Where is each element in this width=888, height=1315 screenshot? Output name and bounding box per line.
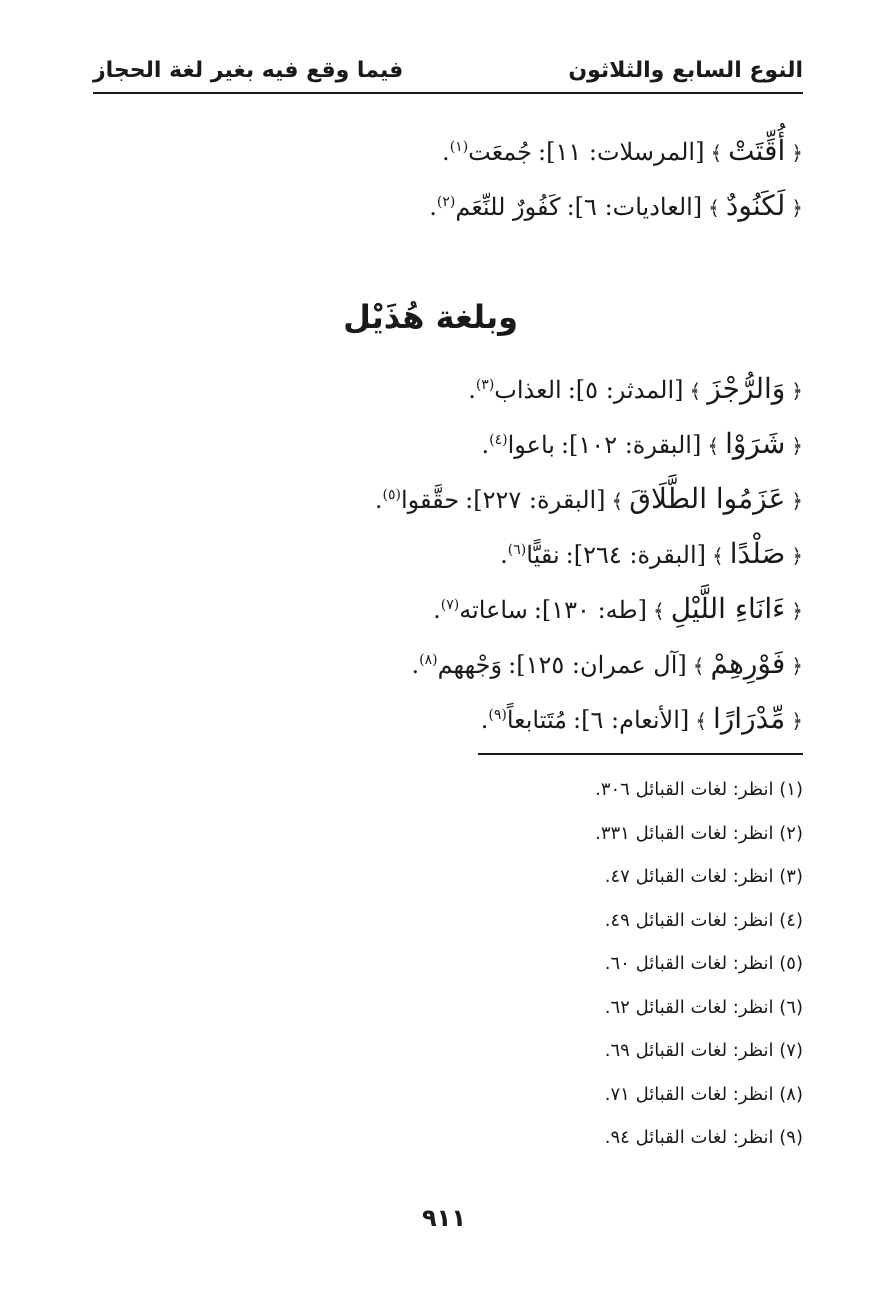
header-chapter-title: النوع السابع والثلاثون [568,57,803,83]
section-heading: وبلغة هُذَيْل [343,298,518,336]
footnote-item: (٥) انظر: لغات القبائل ٦٠. [604,953,803,974]
verse-line [123,633,803,688]
quran-open-bracket: ﴿ [791,654,803,678]
footnote-item: (٦) انظر: لغات القبائل ٦٢. [604,996,803,1018]
verse-line [123,120,803,175]
quran-close-bracket: ﴾ [652,599,665,623]
footnote-marker: (٧) [440,597,460,613]
quran-word: لَكَنُودٌ [725,189,786,222]
verse-reference: [البقرة: ٢٢٧]: [465,486,606,514]
footnote-marker: (٤) [489,432,508,448]
verse-meaning: باعوا$^{(٤)}$. [481,431,555,459]
footnote-marker: (٨) [419,652,438,668]
verse-reference: [المدثر: ٥]: [567,376,684,404]
top-verse-list [123,120,803,230]
footnote-marker: (١) [449,139,469,155]
quran-open-bracket: ﴿ [791,141,803,165]
verse-line [123,358,803,413]
quran-close-bracket: ﴾ [708,196,720,220]
quran-word: ءَانَاءِ اللَّيْلِ [670,592,786,625]
hudhayl-verse-list [123,358,803,743]
quran-open-bracket: ﴿ [791,379,803,403]
verse-reference: [البقرة: ١٠٢]: [560,431,702,459]
footnote-marker: (٥) [382,487,401,503]
verse-reference: [المرسلات: ١١]: [538,138,705,166]
verse-line [123,468,803,523]
quran-open-bracket: ﴿ [791,489,803,513]
verse-meaning: وَجْههم$^{(٨)}$. [411,651,503,679]
verse-reference: [البقرة: ٢٦٤]: [565,541,707,569]
verse-line [123,175,803,230]
verse-meaning: كَفُورٌ للنِّعَم$^{(٢)}$. [429,193,561,221]
verse-line [123,578,803,633]
header-section-title: فيما وقع فيه بغير لغة الحجاز [93,57,404,83]
verse-reference: [آل عمران: ١٢٥]: [508,651,687,679]
footnote-item: (٤) انظر: لغات القبائل ٤٩. [604,909,803,931]
footnote-item: (٧) انظر: لغات القبائل ٦٩. [604,1040,803,1061]
verse-meaning: نقيًّا$^{(٦)}$. [500,541,560,569]
footnote-item: (٣) انظر: لغات القبائل ٤٧. [604,866,803,887]
quran-open-bracket: ﴿ [791,196,803,220]
footnote-item: (١) انظر: لغات القبائل ٣٠٦. [595,779,803,800]
quran-word: مِّدْرَارًا [712,702,786,735]
footnote-item: (٩) انظر: لغات القبائل ٩٤. [604,1127,803,1148]
footnote-separator [478,753,803,755]
quran-word: عَزَمُوا الطَّلَاقَ [629,482,786,515]
page-number: ٩١١ [422,1204,466,1232]
quran-close-bracket: ﴾ [712,544,724,568]
quran-word: وَالرُّجْزَ [707,372,786,405]
quran-open-bracket: ﴿ [791,544,803,568]
verse-line [123,688,803,743]
footnote-marker: (٩) [488,707,507,723]
footnote-marker: (٢) [436,194,456,210]
verse-line [123,413,803,468]
verse-meaning: مُتَتابعاً$^{(٩)}$. [480,706,568,734]
footnote-marker: (٣) [475,377,495,393]
quran-word: فَوْرِهِمْ [710,647,786,680]
quran-open-bracket: ﴿ [791,599,803,623]
quran-word: أُقِّتَتْ [728,134,786,167]
quran-close-bracket: ﴾ [692,654,705,678]
quran-close-bracket: ﴾ [695,709,707,733]
quran-close-bracket: ﴾ [611,489,624,513]
quran-close-bracket: ﴾ [707,434,720,458]
verse-meaning: حقَّقوا$^{(٥)}$. [374,486,460,514]
footnote-item: (٢) انظر: لغات القبائل ٣٣١. [595,822,803,844]
verse-line [123,523,803,578]
quran-word: شَرَوْا [725,427,786,460]
quran-close-bracket: ﴾ [689,379,702,403]
quran-open-bracket: ﴿ [791,434,803,458]
verse-meaning: جُمعَت$^{(١)}$. [442,138,533,166]
verse-reference: [الأنعام: ٦]: [573,706,690,734]
verse-meaning: ساعاته$^{(٧)}$. [433,596,528,624]
quran-word: صَلْدًا [729,537,786,570]
quran-open-bracket: ﴿ [791,709,803,733]
quran-close-bracket: ﴾ [710,141,723,165]
footnote-marker: (٦) [507,542,527,558]
footnote-item: (٨) انظر: لغات القبائل ٧١. [604,1083,803,1105]
verse-reference: [طه: ١٣٠]: [533,596,647,624]
running-header [93,48,803,94]
verse-reference: [العاديات: ٦]: [566,193,703,221]
verse-meaning: العذاب$^{(٣)}$. [468,376,562,404]
footnote-list [403,768,803,1160]
